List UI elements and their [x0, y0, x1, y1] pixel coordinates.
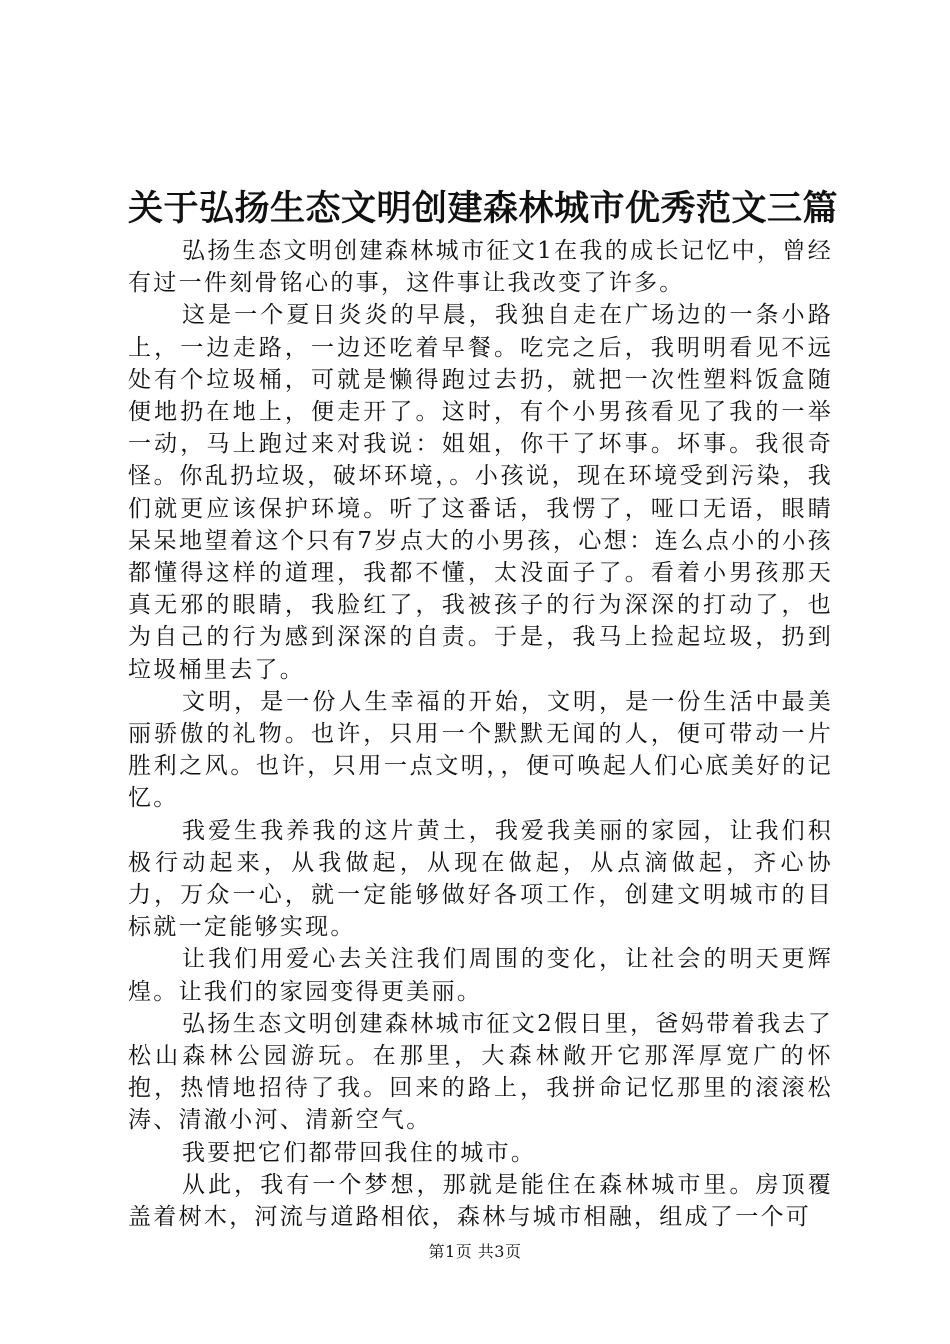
- document-body: [128, 235, 833, 1233]
- paragraph: 让我们用爱心去关注我们周围的变化，让社会的明天更辉煌。让我们的家园变得更美丽。: [128, 946, 833, 1005]
- paragraph: 我要把它们都带回我住的城市。: [182, 1139, 537, 1166]
- paragraph: 弘扬生态文明创建森林城市征文2假日里，爸妈带着我去了松山森林公园游玩。在那里，大森林敞开它那浑厚宽广的怀抱，热情地招待了我。回来的路上，我拼命记忆那里的滚滚松涛、清澈小河、清新空气。: [128, 1010, 833, 1134]
- paragraph: 文明，是一份人生幸福的开始，文明，是一份生活中最美丽骄傲的礼物。也许，只用一个默默无闻的人，便可带动一片胜利之风。也许，只用一点文明，，便可唤起人们心底美好的记忆。: [128, 688, 833, 812]
- paragraph: 我爱生我养我的这片黄土，我爱我美丽的家园，让我们积极行动起来，从我做起，从现在做起，从点滴做起，齐心协力，万众一心，就一定能够做好各项工作，创建文明城市的目标就一定能够实现。: [128, 817, 833, 941]
- document-title: 关于弘扬生态文明创建森林城市优秀范文三篇: [128, 188, 839, 229]
- page-number-footer: 第1页 共3页: [428, 1242, 522, 1261]
- paragraph: 从此，我有一个梦想，那就是能住在森林城市里。房顶覆盖着树木，河流与道路相依，森林与城市相融，组成了一个可: [128, 1171, 833, 1231]
- paragraph: 这是一个夏日炎炎的早晨，我独自走在广场边的一条小路上，一边走路，一边还吃着早餐。吃完之后，我明明看见不远处有个垃圾桶，可就是懒得跑过去扔，就把一次性塑料饭盒随便地扔在地上，便走开了。这时，有个小男孩看见了我的一举一动，马上跑过来对我说：姐姐，你干了坏事。坏事。我很奇怪。你乱扔垃圾，破坏环境，。小孩说，现在环境受到污染，我们就更应该保护环境。听了这番话，我愣了，哑口无语，眼睛呆呆地望着这个只有7岁点大的小男孩，心想：连么点小的小孩都懂得这样的道理，我都不懂，太没面子了。看着小男孩那天真无邪的眼睛，我脸红了，我被孩子的行为深深的打动了，也为自己的行为感到深深的自责。于是，我马上捡起垃圾，扔到垃圾桶里去了。: [128, 302, 833, 683]
- paragraph: 弘扬生态文明创建森林城市征文1在我的成长记忆中，曾经有过一件刻骨铭心的事，这件事让我改变了许多。: [128, 238, 833, 297]
